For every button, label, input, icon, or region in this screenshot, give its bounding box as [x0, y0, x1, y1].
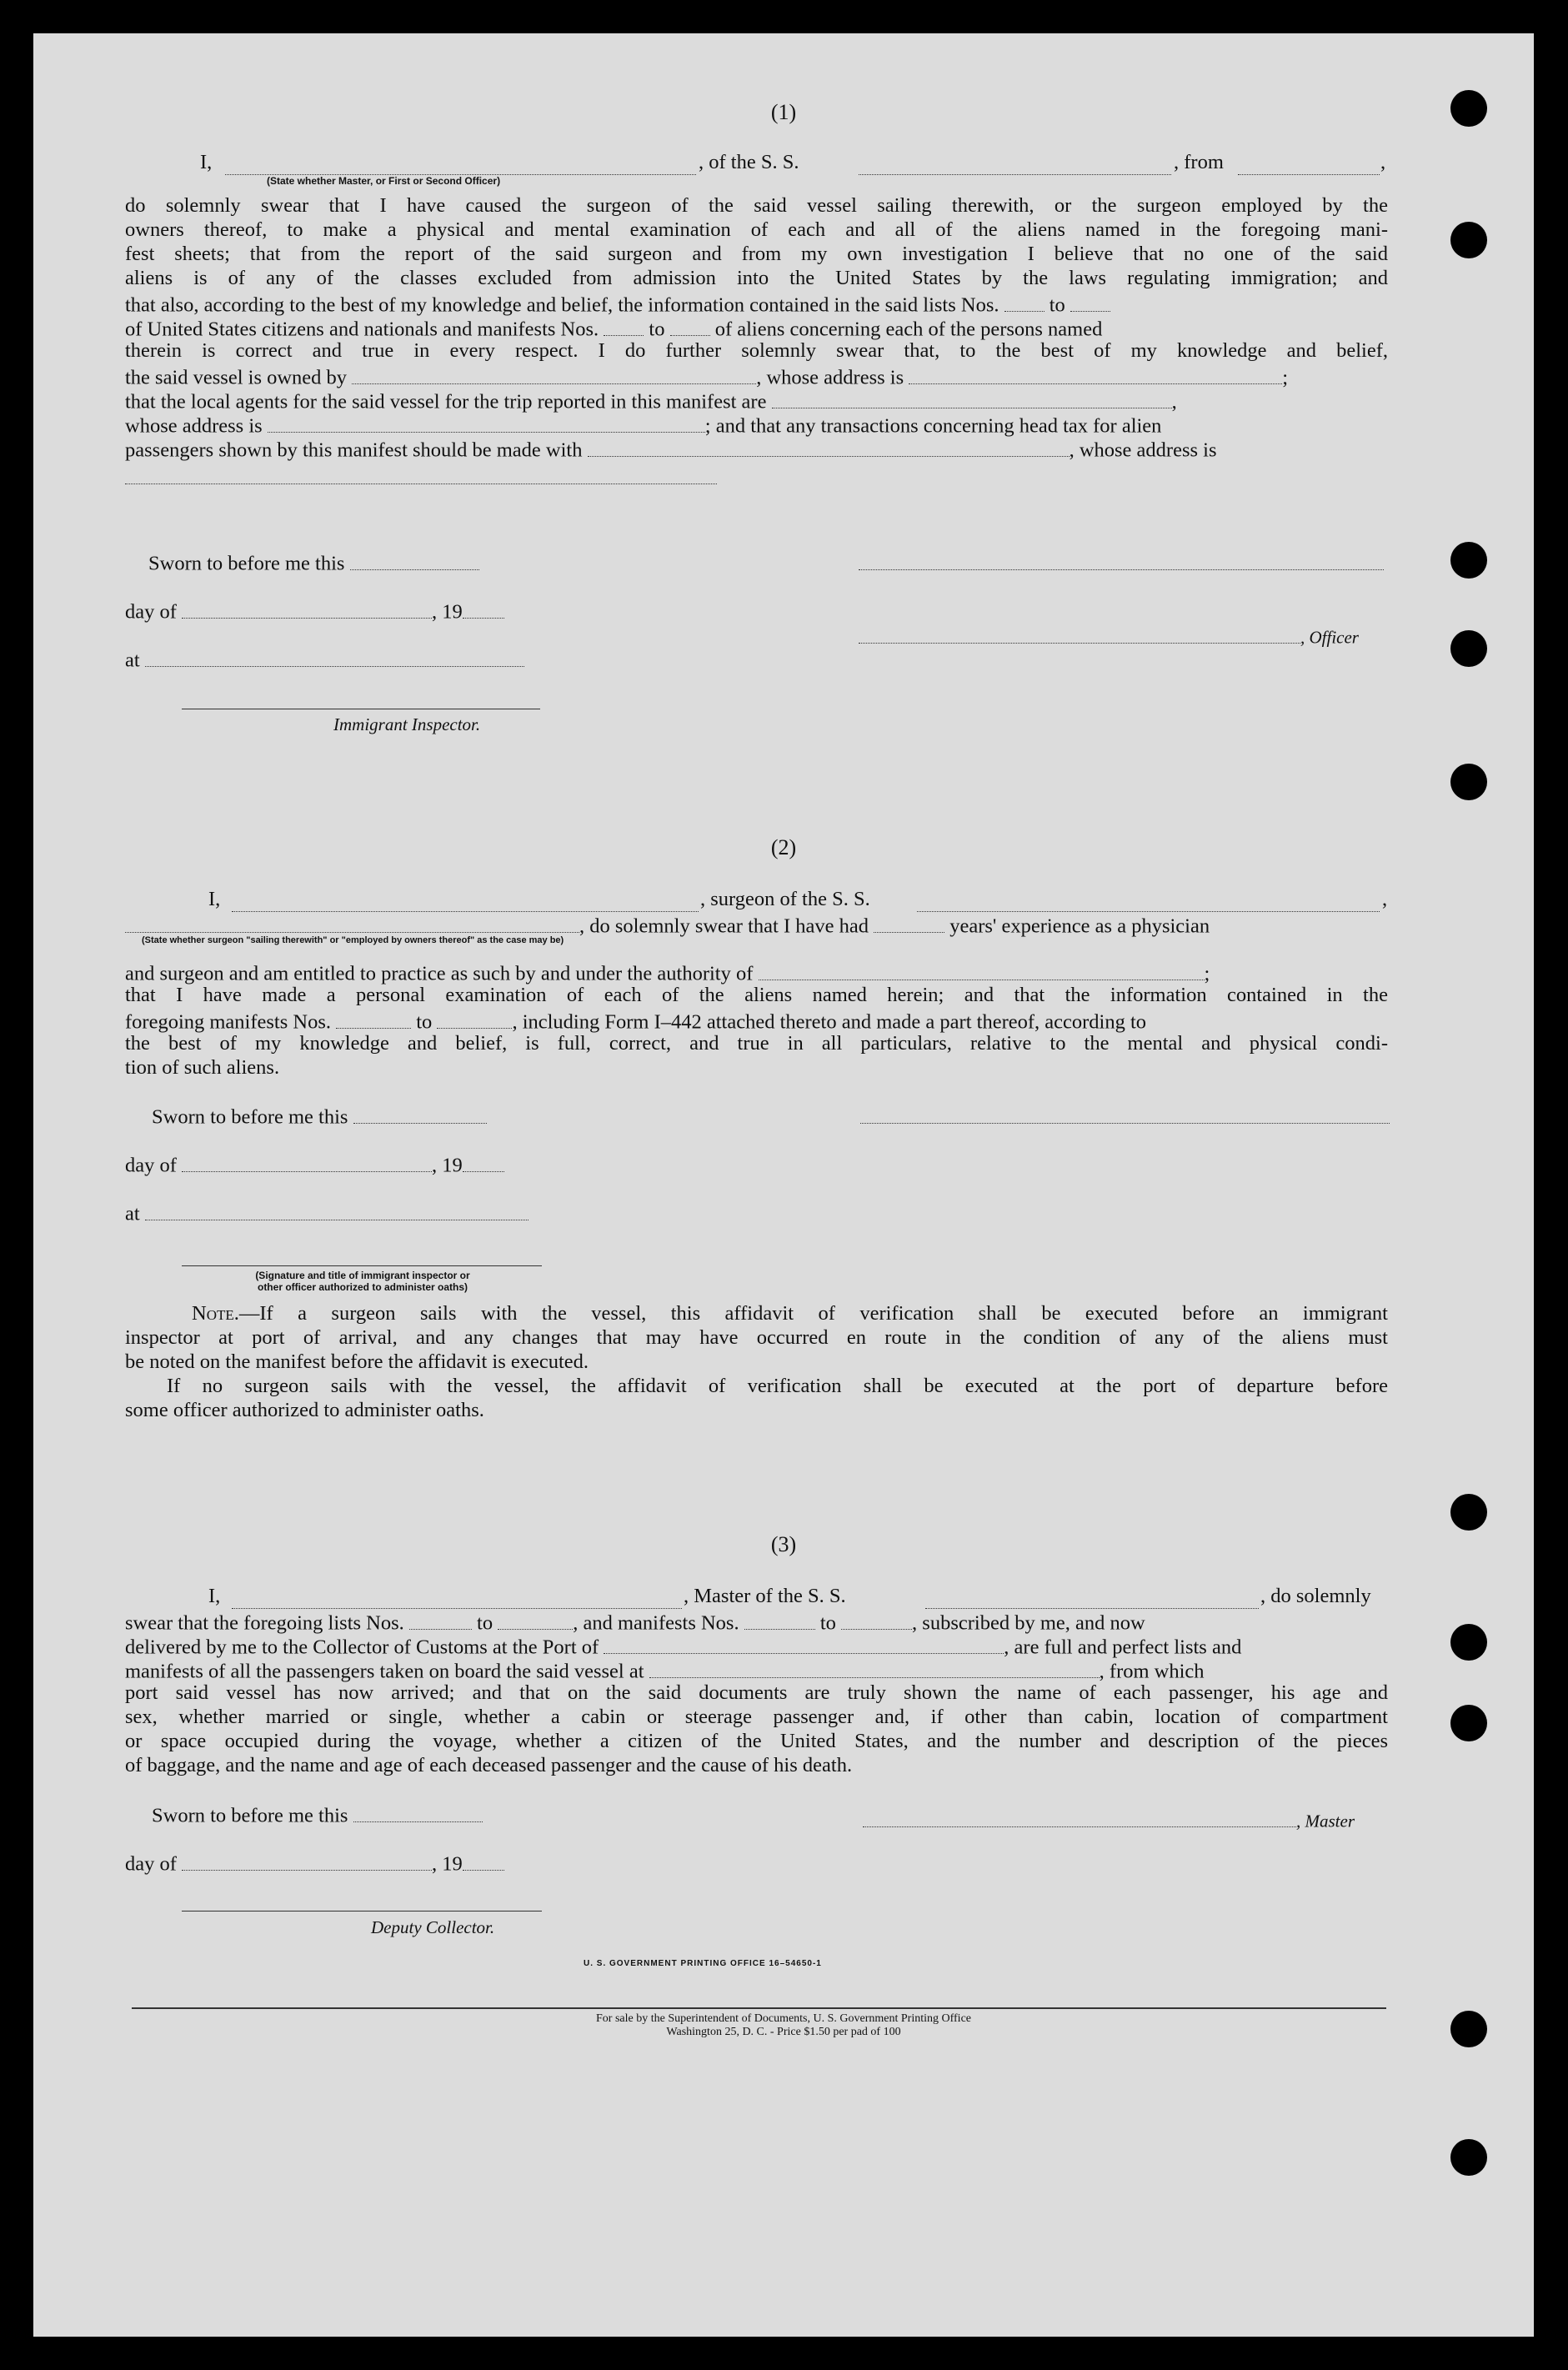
punch-hole-icon	[1450, 630, 1487, 667]
officer-signature-line[interactable]	[859, 569, 1384, 570]
text: to	[819, 1611, 836, 1635]
signature-hint-line: (Signature and title of immigrant inspector or	[255, 1270, 470, 1281]
sworn-day-blank[interactable]	[350, 549, 479, 570]
text: to	[477, 1611, 493, 1635]
form-sheet	[33, 33, 1534, 2337]
text: , 19	[432, 1852, 463, 1876]
day-of-3	[125, 1849, 504, 1876]
officer-name-blank[interactable]	[859, 622, 1300, 644]
deputy-label: Deputy Collector.	[371, 1917, 495, 1937]
punch-hole-icon	[1450, 542, 1487, 579]
text: of aliens concerning each of the persons named	[714, 318, 1103, 341]
text: that the local agents for the said vessel for the trip reported in this manifest are	[125, 390, 767, 413]
text: , do solemnly	[1260, 1585, 1371, 1607]
section-1-paragraph-line: therein is correct and true in every respect. I do further solemnly swear that, to the best of my knowledge and belief,	[125, 339, 1388, 362]
section-1-paragraph-line	[125, 435, 1388, 463]
text: whose address is	[125, 414, 263, 438]
officer-hint: (State whether Master, or First or Second Officer)	[267, 175, 501, 187]
note-line: inspector at port of arrival, and any changes that may have occurred en route in the condition of any of the aliens must	[125, 1326, 1388, 1349]
section-1-paragraph-line: owners thereof, to make a physical and mental examination of each and all of the aliens named in the foregoing mani-	[125, 218, 1388, 241]
lists-from-blank[interactable]	[1004, 290, 1044, 312]
text: day of	[125, 1154, 177, 1177]
section-3-paragraph-line: or space occupied during the voyage, whether a citizen of the United States, and the number and description of the pieces	[125, 1730, 1388, 1752]
at-1	[125, 645, 524, 673]
text: ,	[1382, 888, 1388, 910]
manifests-to-blank-2[interactable]	[437, 1007, 512, 1029]
owner-address-blank[interactable]	[909, 363, 1282, 384]
text: ;	[1282, 366, 1289, 389]
text: I,	[200, 151, 213, 173]
text: , subscribed by me, and now	[912, 1611, 1145, 1635]
place-blank-2[interactable]	[145, 1199, 529, 1220]
surgeon-hint: (State whether surgeon "sailing therewith" or "employed by owners thereof" as the case may be)	[142, 935, 564, 945]
manifests-from-blank[interactable]	[604, 314, 644, 336]
text: day of	[125, 1852, 177, 1876]
local-agents-blank[interactable]	[772, 387, 1172, 408]
section-1-paragraph-line: do solemnly swear that I have caused the surgeon of the said vessel sailing therewith, or the surgeon employed by the	[125, 194, 1388, 217]
lists-to-blank[interactable]	[1070, 290, 1110, 312]
section-1-paragraph-line: aliens is of any of the classes excluded from admission into the United States by the laws regulating immigration; and	[125, 267, 1388, 289]
note-label: Note	[192, 1302, 234, 1325]
at-2	[125, 1199, 529, 1226]
surgeon-type-blank[interactable]	[125, 911, 579, 933]
lists-from-blank-3[interactable]	[409, 1608, 472, 1630]
text: ;	[1204, 962, 1210, 985]
section-2-paragraph-line: the best of my knowledge and belief, is full, correct, and true in all particulars, relative to the mental and physical condi-	[125, 1032, 1388, 1055]
surgeon-ship-blank[interactable]	[917, 890, 1380, 912]
port-blank[interactable]	[604, 1632, 1004, 1654]
punch-hole-icon	[1450, 764, 1487, 800]
day-of-2	[125, 1150, 504, 1178]
text: , do solemnly swear that I have had	[579, 914, 869, 938]
section-1-number: (1)	[770, 100, 797, 124]
section-3-number: (3)	[770, 1532, 797, 1556]
section-3-paragraph-line: of baggage, and the name and age of each deceased passenger and the cause of his death.	[125, 1754, 853, 1776]
text: , surgeon of the S. S.	[700, 888, 870, 910]
text: , from	[1174, 151, 1224, 173]
agents-address-blank[interactable]	[268, 411, 705, 433]
note-line	[125, 1301, 1388, 1326]
boarding-port-blank[interactable]	[649, 1656, 1100, 1678]
inspector-label: Immigrant Inspector.	[333, 714, 481, 734]
text: of United States citizens and nationals and manifests Nos.	[125, 318, 599, 341]
month-blank[interactable]	[182, 597, 432, 619]
text: , whose address is	[1069, 438, 1217, 462]
text: manifests of all the passengers taken on board the said vessel at	[125, 1660, 644, 1683]
text: foregoing manifests Nos.	[125, 1010, 331, 1034]
punch-hole-icon	[1450, 222, 1487, 258]
text: passengers shown by this manifest should be made with	[125, 438, 583, 462]
punch-hole-icon	[1450, 1494, 1487, 1531]
note-line	[125, 1374, 1388, 1399]
text: years' experience as a physician	[949, 914, 1210, 938]
text: at	[125, 1202, 140, 1225]
surgeon-signature-line[interactable]	[860, 1123, 1390, 1124]
text: Sworn to before me this	[148, 552, 345, 575]
section-3-paragraph-line: port said vessel has now arrived; and that on the said documents are truly shown the name of each passenger, his age and	[125, 1681, 1388, 1704]
manifests-from-blank-3[interactable]	[744, 1608, 815, 1630]
text: to	[1049, 293, 1065, 317]
text: , Master of the S. S.	[684, 1585, 846, 1607]
manifests-to-blank-3[interactable]	[841, 1608, 912, 1630]
text: delivered by me to the Collector of Customs at the Port of	[125, 1636, 599, 1659]
ship-name-blank[interactable]	[859, 153, 1171, 175]
signature-hint-line: other officer authorized to administer oaths)	[257, 1281, 468, 1293]
text: Sworn to before me this	[152, 1804, 348, 1827]
text: , Master	[1296, 1811, 1355, 1831]
text: to	[649, 318, 665, 341]
text: If no surgeon sails with the vessel, the affidavit of verification shall be executed at the port of departure before	[167, 1375, 1388, 1397]
text: , whose address is	[756, 366, 904, 389]
officer-blank[interactable]	[225, 153, 696, 175]
sworn-2	[152, 1102, 487, 1130]
punch-hole-icon	[1450, 1624, 1487, 1661]
owner-blank[interactable]	[352, 363, 756, 384]
day-of-1	[125, 597, 504, 624]
deputy-signature-line[interactable]	[182, 1911, 542, 1912]
footer-line: Washington 25, D. C. - Price $1.50 per pad of 100	[666, 2026, 901, 2038]
gpo-imprint: U. S. GOVERNMENT PRINTING OFFICE 16–54650-1	[584, 1959, 822, 1968]
head-tax-contact-blank[interactable]	[588, 435, 1070, 457]
year-blank[interactable]	[463, 597, 504, 619]
master-name-blank[interactable]	[232, 1587, 682, 1609]
text: , 19	[432, 600, 463, 624]
punch-hole-icon	[1450, 1705, 1487, 1741]
year-blank-2[interactable]	[463, 1150, 504, 1172]
text: , 19	[432, 1154, 463, 1177]
punch-hole-icon	[1450, 2139, 1487, 2176]
text: the said vessel is owned by	[125, 366, 348, 389]
manifests-to-blank[interactable]	[670, 314, 710, 336]
text: ,	[1171, 390, 1177, 413]
sworn-day-blank-2[interactable]	[353, 1102, 487, 1124]
master-label	[863, 1806, 1355, 1834]
text: and surgeon and am entitled to practice as such by and under the authority of	[125, 962, 754, 985]
text: ,	[1380, 151, 1386, 173]
section-3-paragraph-line: sex, whether married or single, whether a cabin or steerage passenger and, if other than cabin, location of compartment	[125, 1706, 1388, 1728]
text: swear that the foregoing lists Nos.	[125, 1611, 404, 1635]
text: , and manifests Nos.	[573, 1611, 739, 1635]
section-2-number: (2)	[770, 835, 797, 859]
note-line: be noted on the manifest before the affidavit is executed.	[125, 1350, 589, 1373]
text: .—If a surgeon sails with the vessel, this affidavit of verification shall be executed before an immigrant	[233, 1302, 1388, 1325]
officer-label	[859, 622, 1359, 650]
text: ; and that any transactions concerning head tax for alien	[704, 414, 1162, 438]
lists-to-blank-3[interactable]	[498, 1608, 573, 1630]
sworn-1	[148, 549, 479, 576]
text: , Officer	[1300, 627, 1359, 648]
note-line: some officer authorized to administer oaths.	[125, 1399, 484, 1421]
text: , including Form I–442 attached thereto and made a part thereof, according to	[512, 1010, 1147, 1034]
year-blank-3[interactable]	[463, 1849, 504, 1871]
official-signature-line[interactable]	[182, 1265, 542, 1266]
sworn-day-blank-3[interactable]	[353, 1801, 483, 1822]
manifests-from-blank-2[interactable]	[336, 1007, 411, 1029]
sworn-3	[152, 1801, 483, 1828]
text: , from which	[1099, 1660, 1205, 1683]
month-blank-2[interactable]	[182, 1150, 432, 1172]
section-2-paragraph-line: that I have made a personal examination of each of the aliens named herein; and that the information contained in the	[125, 984, 1388, 1006]
place-blank[interactable]	[145, 645, 524, 667]
master-ship-blank[interactable]	[925, 1587, 1259, 1609]
authority-blank[interactable]	[759, 959, 1205, 980]
text: I,	[208, 888, 221, 910]
master-signature-blank[interactable]	[863, 1806, 1296, 1827]
from-port-blank[interactable]	[1238, 153, 1380, 175]
years-blank[interactable]	[874, 911, 944, 933]
text: day of	[125, 600, 177, 624]
surgeon-name-blank[interactable]	[232, 890, 699, 912]
footer-divider	[132, 2007, 1386, 2009]
month-blank-3[interactable]	[182, 1849, 432, 1871]
section-1-paragraph-line: fest sheets; that from the report of the said surgeon and from my own investigation I believe that no one of the said	[125, 243, 1388, 265]
text: I,	[208, 1585, 221, 1607]
text: , are full and perfect lists and	[1004, 1636, 1242, 1659]
text: Sworn to before me this	[152, 1105, 348, 1129]
footer-line: For sale by the Superintendent of Documents, U. S. Government Printing Office	[596, 2012, 971, 2025]
text: that also, according to the best of my knowledge and belief, the information contained in the said lists Nos.	[125, 293, 999, 317]
text: , of the S. S.	[699, 151, 799, 173]
section-2-paragraph-line: tion of such aliens.	[125, 1056, 280, 1079]
text: to	[416, 1010, 433, 1034]
handwritten-mark: ​	[780, 1068, 787, 1110]
text: at	[125, 649, 140, 672]
